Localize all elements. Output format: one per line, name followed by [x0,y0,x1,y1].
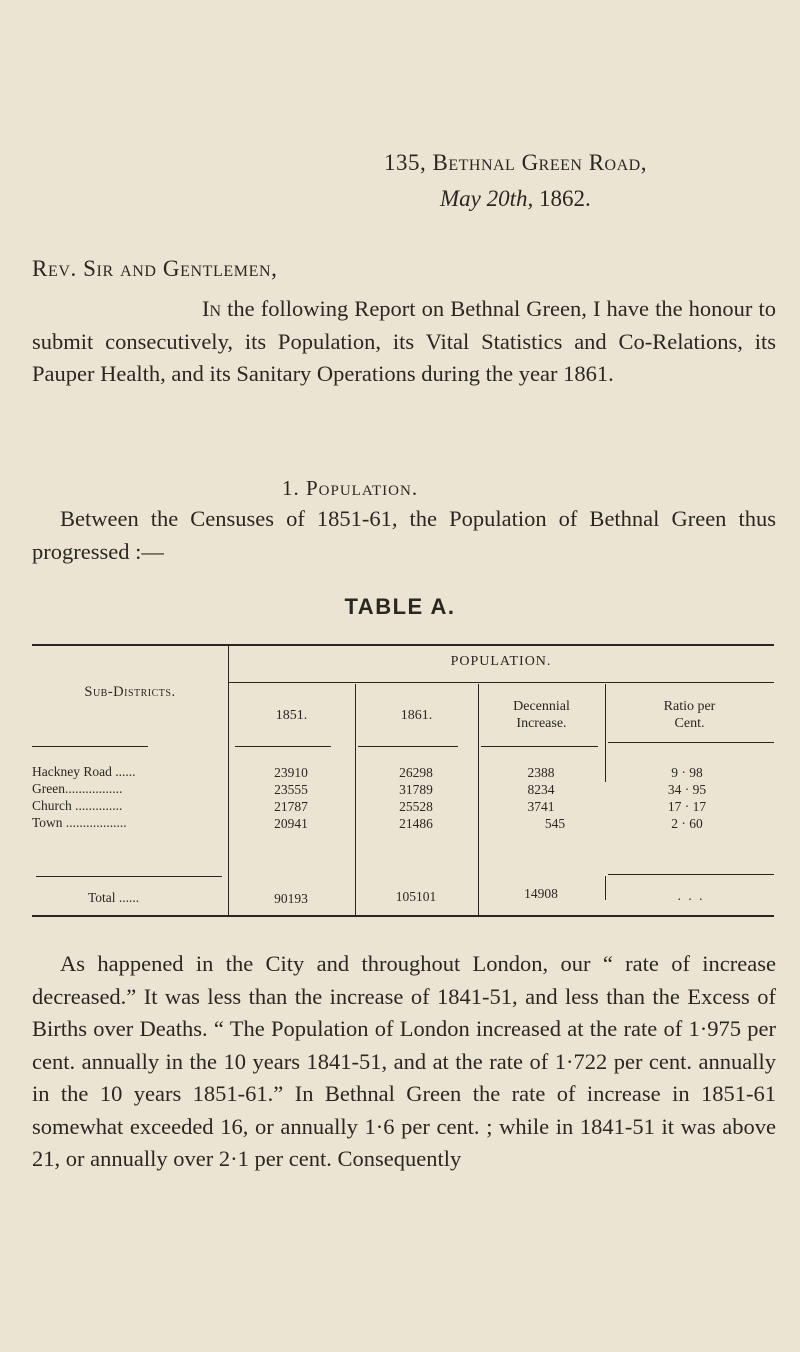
total-1851: 90193 [274,891,308,906]
cell-ratio: 9 · 98 [671,765,703,780]
closing-paragraph-text: As happened in the City and throughout London, our “ rate of increase decreased.” It was less than the increase of 1841-51, and less than the Excess of Births over Deaths. “ The Population of London increased at the rate of 1·975 per cent. annually in the 10 years 1841-51, and at the rate of 1·722 per cent. annually in the 10 years 1851-61.” In Bethnal Green the rate of increase in 1851-61 somewhat exceeded 16, or annually 1·6 per cent. ; while in 1841-51 it was above 21, or annually over 2·1 per cent. Consequently [32,951,776,1171]
header-subdistricts: Sub-Districts. [84,684,176,700]
row-label: Town .................. [32,815,127,830]
table-header-rule [235,746,331,747]
section-heading [282,476,418,501]
cell-increase: 545 [544,816,566,831]
cell-ratio: 2 · 60 [671,816,703,831]
population-intro-text: Between the Censuses of 1851-61, the Population of Bethnal Green thus progressed :— [32,506,776,564]
section-title: Population. [306,476,419,500]
cell-ratio: 17 · 17 [667,799,707,814]
header-population: POPULATION. [450,654,552,669]
row-label: Hackney Road ...... [32,764,136,779]
table-group-rule [228,682,774,683]
header-increase-line1: Decennial [513,699,570,714]
intro-text: the following Report on Bethnal Green, I have the honour to submit consecutively, its Population, its Vital Statistics and Co-Relations, its Pauper Health, and its Sanitary Operations during the year 1861. [32,296,776,386]
date-day: May 20th, [440,186,534,211]
closing-paragraph [32,948,776,1176]
address-number: 135, [384,150,427,175]
cell-increase: 3741 [527,799,555,814]
table-vrule [605,876,606,900]
cell-1861: 26298 [399,765,433,780]
table-top-rule [32,644,774,646]
salutation: Rev. Sir and Gentlemen, [32,256,278,281]
intro-lead: In [202,296,222,321]
population-intro [32,503,776,568]
table-total-rule [608,874,774,875]
header-ratio [605,698,774,732]
section-number: 1. [282,476,300,500]
cell-1861: 21486 [399,816,433,831]
cell-1861: 31789 [399,782,433,797]
letter-address [384,150,647,176]
header-ratio-line2: Cent. [674,716,705,731]
cell-ratio: 34 · 95 [667,782,707,797]
cell-increase: 2388 [527,765,555,780]
cell-1851: 23910 [274,765,308,780]
table-bottom-rule [32,915,774,917]
total-1861: 105101 [395,889,437,904]
total-increase: 14908 [524,886,558,901]
table-title: TABLE A. [344,594,456,619]
table-header-rule [358,746,458,747]
cell-1851: 21787 [274,799,308,814]
table-header-rule [608,742,774,743]
table-vrule [228,646,229,916]
cell-increase: 8234 [527,782,555,797]
row-label: Green................. [32,781,123,796]
population-table [32,644,774,916]
header-1851: 1851. [275,708,308,723]
intro-paragraph [32,293,776,391]
header-ratio-line1: Ratio per [663,699,716,714]
cell-1851: 20941 [274,816,308,831]
header-1861: 1861. [400,708,433,723]
cell-1861: 25528 [399,799,433,814]
cell-1851: 23555 [274,782,308,797]
table-header-rule [32,746,148,747]
address-street: Bethnal Green Road, [432,150,647,175]
header-increase [478,698,605,732]
letter-date [440,186,591,212]
total-label: Total ...... [88,890,140,905]
total-ratio: . . . [677,888,705,903]
header-increase-line2: Increase. [516,716,567,731]
table-header-rule [481,746,598,747]
row-label: Church .............. [32,798,123,813]
table-total-rule [36,876,222,877]
date-year: 1862. [539,186,591,211]
